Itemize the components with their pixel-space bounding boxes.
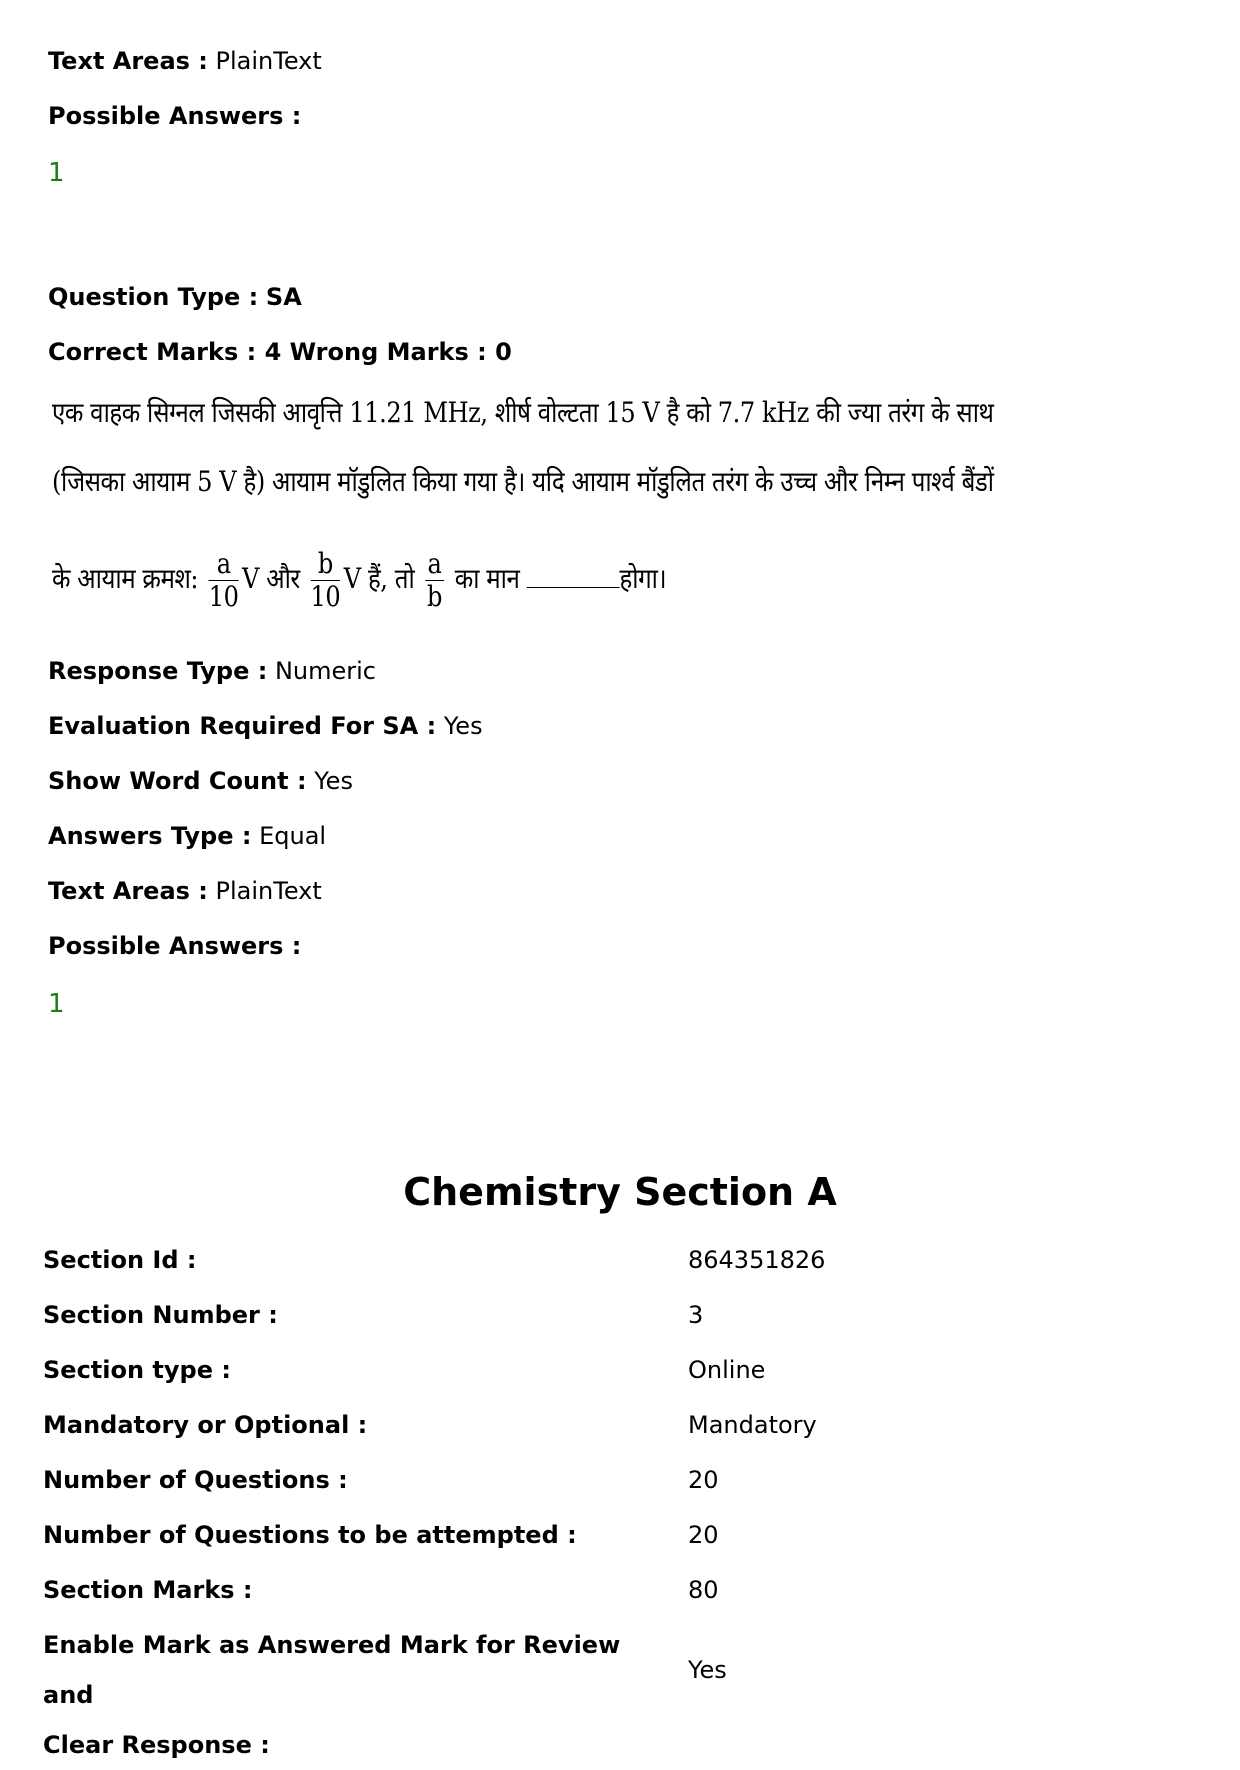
section-row-value: Online	[688, 1356, 766, 1384]
section-row-value: 3	[688, 1301, 704, 1329]
question-type-label: Question Type :	[48, 283, 259, 311]
fraction-denominator: 10	[310, 580, 341, 613]
question-type-row	[48, 282, 302, 312]
possible-answer: 1	[48, 158, 65, 188]
text-areas-label: Text Areas :	[48, 877, 208, 905]
marks-row: Correct Marks : 4 Wrong Marks : 0	[48, 338, 512, 366]
unit-volt: V	[343, 562, 361, 595]
word-count-row	[48, 766, 353, 796]
response-type-row	[48, 656, 376, 686]
question-text-line-2: (जिसका आयाम 5 V है) आयाम मॉडुलित किया गया है। यदि आयाम मॉडुलित तरंग के उच्च और निम्न पार्श्व बैंडों	[52, 465, 994, 498]
section-row-label: Section Number :	[43, 1301, 278, 1329]
evaluation-label: Evaluation Required For SA :	[48, 712, 437, 740]
fraction-b-over-10	[311, 548, 341, 613]
answer-blank	[527, 561, 620, 588]
question-text-end: होगा।	[619, 562, 667, 595]
answers-type-value: Equal	[259, 822, 327, 850]
section-row-label: Section type :	[43, 1356, 231, 1384]
text-areas-row	[48, 46, 322, 76]
section-row-label	[43, 1620, 643, 1770]
question-text-value: का मान	[454, 562, 520, 595]
question-text-then: हैं, तो	[367, 562, 415, 595]
text-areas-value: PlainText	[215, 877, 322, 905]
section-row-value: Mandatory	[688, 1411, 817, 1439]
section-title: Chemistry Section A	[403, 1170, 837, 1214]
text-areas-label: Text Areas :	[48, 47, 208, 75]
response-type-value: Numeric	[274, 657, 376, 685]
fraction-numerator: b	[311, 548, 341, 581]
evaluation-value: Yes	[443, 712, 483, 740]
section-row-value: 80	[688, 1576, 719, 1604]
section-row-label: Number of Questions :	[43, 1466, 348, 1494]
possible-answers-label: Possible Answers :	[48, 932, 302, 960]
text-areas-row	[48, 876, 322, 906]
section-row-label: Section Id :	[43, 1246, 197, 1274]
word-count-value: Yes	[314, 767, 353, 795]
possible-answer: 1	[48, 989, 65, 1019]
text-areas-value: PlainText	[215, 47, 322, 75]
section-row-label: Mandatory or Optional :	[43, 1411, 368, 1439]
evaluation-row	[48, 711, 483, 741]
fraction-numerator: a	[425, 548, 444, 581]
question-text-and: और	[266, 562, 300, 595]
fraction-denominator: b	[427, 580, 442, 613]
section-row-value: Yes	[688, 1656, 727, 1684]
unit-volt: V	[242, 562, 259, 595]
section-row-value: 20	[688, 1521, 719, 1549]
fraction-numerator: a	[209, 548, 239, 581]
section-row-label: Number of Questions to be attempted :	[43, 1521, 577, 1549]
question-text-line-1: एक वाहक सिग्नल जिसकी आवृत्ति 11.21 MHz, शीर्ष वोल्टता 15 V है को 7.7 kHz की ज्या तरंग के साथ	[52, 396, 994, 429]
question-text-prefix: के आयाम क्रमश:	[52, 562, 199, 595]
section-row-value: 20	[688, 1466, 719, 1494]
question-text-line-3	[52, 548, 666, 613]
question-type-value: SA	[265, 283, 302, 311]
response-type-label: Response Type :	[48, 657, 268, 685]
section-row-value: 864351826	[688, 1246, 826, 1274]
section-row-label-line-1: Enable Mark as Answered Mark for Review and	[43, 1631, 621, 1709]
fraction-a-over-b	[425, 548, 444, 613]
answers-type-row	[48, 821, 326, 851]
fraction-denominator: 10	[208, 580, 239, 613]
answers-type-label: Answers Type :	[48, 822, 252, 850]
possible-answers-label: Possible Answers :	[48, 102, 302, 130]
fraction-a-over-10	[209, 548, 239, 613]
section-row	[43, 1620, 1203, 1759]
section-row-label-line-2: Clear Response :	[43, 1731, 270, 1759]
section-row-label: Section Marks :	[43, 1576, 253, 1604]
word-count-label: Show Word Count :	[48, 767, 307, 795]
